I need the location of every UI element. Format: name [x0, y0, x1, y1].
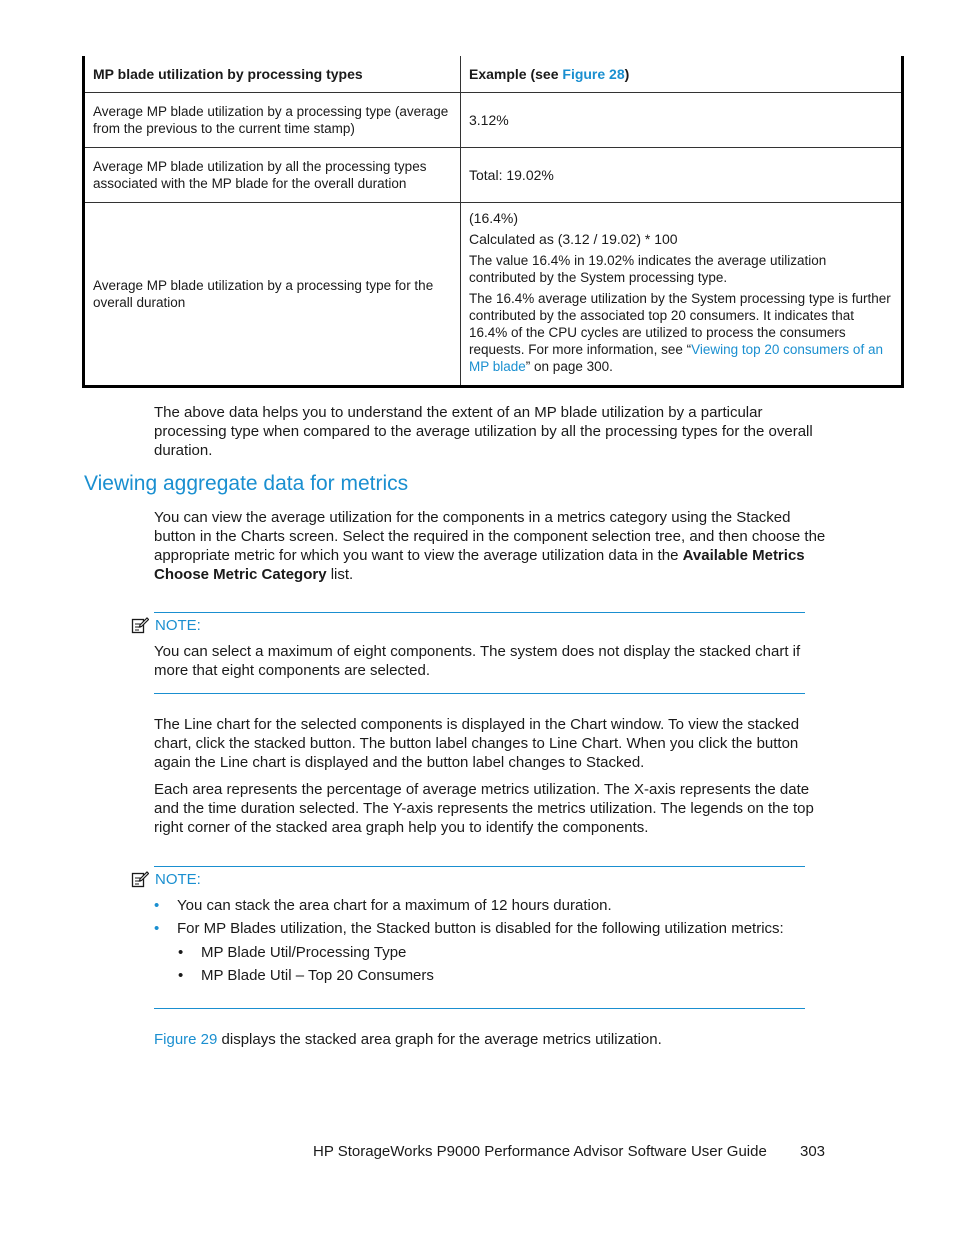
footer-title: HP StorageWorks P9000 Performance Advisor Software User Guide [313, 1143, 767, 1160]
table-row [85, 93, 901, 148]
note-pencil-icon [131, 616, 149, 634]
figure-29-link[interactable]: Figure 29 [154, 1031, 218, 1048]
list-item: • For MP Blades utilization, the Stacked button is disabled for the following utilization metrics: [154, 920, 784, 937]
note-top-rule [154, 866, 805, 867]
bullet-icon: • [154, 897, 160, 914]
bullet-icon: • [178, 967, 184, 984]
utilization-table [82, 56, 904, 388]
viewing-top-20-consumers-link[interactable]: Viewing top 20 consumers of an MP blade [469, 341, 883, 374]
area-paragraph: Each area represents the percentage of average metrics utilization. The X-axis represents the date and the time duration selected. The Y-axis represents the metrics utilization. The legends on the top right corner of the stacked area graph help you to identify the components. [154, 781, 814, 836]
section-paragraph: You can view the average utilization for the components in a metrics category using the Stacked button in the Charts screen. Select the required in the component selection tree, and then choose the appropriate metric for which you want to view the average utilization data in the Available Metrics Choose Metric Category list. [154, 509, 826, 583]
table-cell-value: Total: 19.02% [469, 166, 554, 183]
bullet-icon: • [178, 944, 184, 961]
bullet-icon: • [154, 920, 160, 937]
page-number: 303 [800, 1143, 826, 1160]
figure-reference-paragraph: Figure 29 displays the stacked area graph for the average metrics utilization. [154, 1031, 662, 1048]
note-bottom-rule [154, 693, 805, 694]
table-cell-label: Average MP blade utilization by all the processing types associated with the MP blade for the overall duration [85, 148, 461, 202]
example-percent: (16.4%) [469, 209, 519, 226]
example-further: The 16.4% average utilization by the System processing type is further contributed by the associated top 20 consumers. It indicates that 16.4% of the CPU cycles are utilized to process the consumers requests. For more information, see “Viewing top 20 consumers of an MP blade” on page 300. [469, 290, 891, 374]
list-item: • MP Blade Util – Top 20 Consumers [178, 967, 434, 984]
section-heading: Viewing aggregate data for metrics [84, 472, 409, 495]
table-header-col1: MP blade utilization by processing types [85, 56, 461, 92]
figure-28-link[interactable]: Figure 28 [562, 65, 625, 82]
note-text: You can select a maximum of eight components. The system does not display the stacked chart if more that eight components are selected. [154, 643, 801, 679]
table-cell-value [461, 203, 901, 385]
table-row [85, 148, 901, 203]
table-header-row [85, 56, 901, 93]
line-chart-paragraph: The Line chart for the selected components is displayed in the Chart window. To view the stacked chart, click the stacked button. The button label changes to Line Chart. When you click the button again the Line chart is displayed and the button label changes to Stacked. [154, 716, 800, 771]
list-item: • You can stack the area chart for a maximum of 12 hours duration. [154, 897, 612, 914]
note-label: NOTE: [131, 616, 201, 634]
table-header-col2: Example (see Figure 28) [469, 65, 630, 82]
note-label: NOTE: [131, 870, 201, 888]
table-cell-label: Average MP blade utilization by a processing type (average from the previous to the current time stamp) [85, 93, 461, 147]
table-row [85, 203, 901, 385]
note-top-rule [154, 612, 805, 613]
table-cell-value: 3.12% [469, 111, 509, 128]
note-pencil-icon [131, 870, 149, 888]
list-item: • MP Blade Util/Processing Type [178, 944, 407, 961]
note-bottom-rule [154, 1008, 805, 1009]
intro-paragraph: The above data helps you to understand the extent of an MP blade utilization by a particular processing type when compared to the average utilization by all the processing types for the overall duration. [154, 404, 813, 459]
example-calculation: Calculated as (3.12 / 19.02) * 100 [469, 230, 678, 247]
example-explanation: The value 16.4% in 19.02% indicates the average utilization contributed by the System processing type. [469, 252, 827, 285]
table-cell-label: Average MP blade utilization by a processing type for the overall duration [85, 203, 461, 385]
